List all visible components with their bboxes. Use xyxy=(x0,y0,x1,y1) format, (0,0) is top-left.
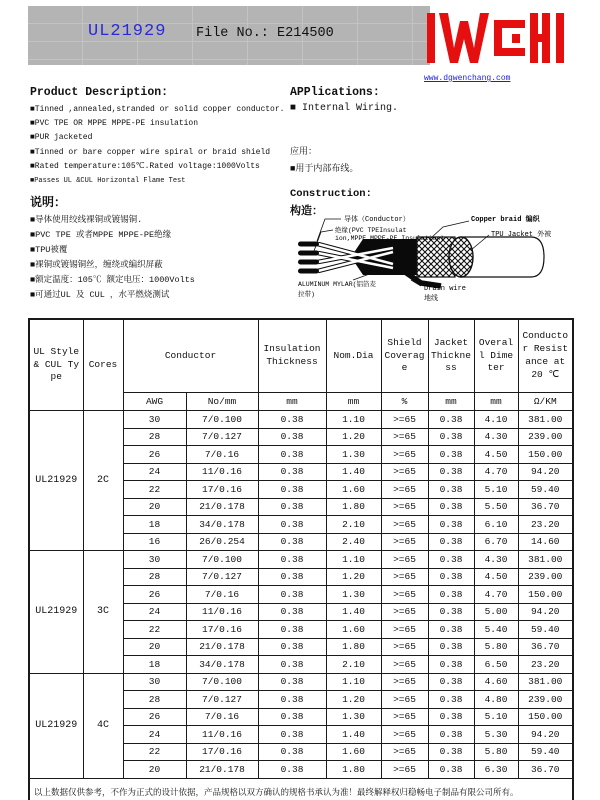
spec-cell: 0.38 xyxy=(428,411,474,429)
spec-cell: 381.00 xyxy=(518,673,573,691)
spec-cell: 5.10 xyxy=(474,481,518,499)
construction-title: Construction: xyxy=(290,188,372,200)
description-cn-list xyxy=(30,213,292,303)
spec-cell: 150.00 xyxy=(518,708,573,726)
spec-cell: 21/0.178 xyxy=(186,761,258,779)
col-header-ul-style: UL Style& CUL Type xyxy=(29,319,83,411)
spec-cell: 5.00 xyxy=(474,603,518,621)
spec-cell: 5.50 xyxy=(474,498,518,516)
spec-cell: 7/0.127 xyxy=(186,568,258,586)
spec-cell: 23.20 xyxy=(518,516,573,534)
spec-cell: 1.10 xyxy=(326,411,381,429)
spec-cell: 26 xyxy=(123,586,186,604)
spec-cell: 0.38 xyxy=(258,638,326,656)
spec-cell: 18 xyxy=(123,516,186,534)
spec-cell: 11/0.16 xyxy=(186,463,258,481)
spec-cell: 2.10 xyxy=(326,656,381,674)
list-item: ■PVC TPE 或者MPPE MPPE-PE绝缘 xyxy=(30,230,172,241)
spec-cell: 1.10 xyxy=(326,551,381,569)
construction-cn-title: 构造： xyxy=(290,206,323,218)
ul-style-cell: UL21929 xyxy=(29,551,83,674)
spec-cell: 4.10 xyxy=(474,411,518,429)
spec-cell: 1.20 xyxy=(326,568,381,586)
cores-cell: 4C xyxy=(83,673,123,778)
unit-header-mm: mm xyxy=(428,393,474,411)
spec-cell: 1.10 xyxy=(326,673,381,691)
spec-cell: 1.30 xyxy=(326,708,381,726)
spec-cell: 4.80 xyxy=(474,691,518,709)
spec-cell: >=65 xyxy=(381,533,428,551)
spec-cell: 34/0.178 xyxy=(186,656,258,674)
website-link[interactable]: www.dgwenchang.com xyxy=(424,74,511,83)
list-item: ■Tinned ,annealed,stranded or solid copper conductor. xyxy=(30,105,285,114)
unit-header-ohm-km: Ω/KM xyxy=(518,393,573,411)
spec-cell: 0.38 xyxy=(428,446,474,464)
spec-cell: 26/0.254 xyxy=(186,533,258,551)
unit-header-awg: AWG xyxy=(123,393,186,411)
applications-item: ■ Internal Wiring. xyxy=(290,103,399,114)
page-title: UL21929 xyxy=(88,22,167,41)
spec-cell: 5.80 xyxy=(474,638,518,656)
spec-cell: >=65 xyxy=(381,481,428,499)
spec-cell: 1.40 xyxy=(326,726,381,744)
list-item: ■PVC TPE OR MPPE MPPE-PE insulation xyxy=(30,119,199,129)
spec-cell: 0.38 xyxy=(258,656,326,674)
spec-cell: >=65 xyxy=(381,656,428,674)
list-item: ■额定温度：105℃ 额定电压：1000Volts xyxy=(30,275,195,286)
spec-cell: 0.38 xyxy=(258,568,326,586)
spec-cell: 0.38 xyxy=(258,463,326,481)
unit-header-mm: mm xyxy=(474,393,518,411)
unit-header-no-mm: No/mm xyxy=(186,393,258,411)
spec-cell: 0.38 xyxy=(258,691,326,709)
spec-cell: 0.38 xyxy=(258,621,326,639)
cores-cell: 3C xyxy=(83,551,123,674)
spec-cell: >=65 xyxy=(381,708,428,726)
spec-cell: 0.38 xyxy=(428,621,474,639)
spec-cell: 20 xyxy=(123,498,186,516)
col-header-nom-dia: Nom.Dia xyxy=(326,319,381,393)
header-bar xyxy=(28,6,430,65)
spec-table-body xyxy=(29,411,573,779)
spec-cell: 5.30 xyxy=(474,726,518,744)
spec-cell: 150.00 xyxy=(518,446,573,464)
spec-cell: 0.38 xyxy=(428,673,474,691)
spec-cell: 1.80 xyxy=(326,498,381,516)
col-header-jacket-thickness: Jacket Thickness xyxy=(428,319,474,393)
spec-cell: 0.38 xyxy=(428,516,474,534)
spec-cell: 18 xyxy=(123,656,186,674)
spec-cell: 239.00 xyxy=(518,568,573,586)
spec-cell: 0.38 xyxy=(428,691,474,709)
label-mylar-line2: 拉带) xyxy=(298,291,315,298)
spec-cell: 4.60 xyxy=(474,673,518,691)
spec-cell: 94.20 xyxy=(518,463,573,481)
spec-cell: 4.50 xyxy=(474,568,518,586)
spec-cell: 0.38 xyxy=(428,603,474,621)
spec-cell: >=65 xyxy=(381,463,428,481)
description-cn-title: 说明： xyxy=(30,196,67,211)
spec-cell: >=65 xyxy=(381,551,428,569)
label-tpu-jacket: TPU Jacket 外被 xyxy=(491,231,552,239)
spec-cell: >=65 xyxy=(381,411,428,429)
spec-cell: 0.38 xyxy=(258,411,326,429)
spec-cell: 16 xyxy=(123,533,186,551)
spec-cell: 0.38 xyxy=(258,743,326,761)
spec-cell: 7/0.100 xyxy=(186,411,258,429)
spec-cell: 21/0.178 xyxy=(186,498,258,516)
spec-cell: 0.38 xyxy=(428,463,474,481)
spec-cell: 0.38 xyxy=(258,498,326,516)
spec-cell: 381.00 xyxy=(518,551,573,569)
spec-cell: 2.40 xyxy=(326,533,381,551)
applications-section xyxy=(290,86,580,218)
list-item: ■TPU被覆 xyxy=(30,245,68,256)
spec-cell: 150.00 xyxy=(518,586,573,604)
list-item: ■Passes UL &CUL Horizontal Flame Test xyxy=(30,177,186,186)
spec-cell: 0.38 xyxy=(258,673,326,691)
applications-cn-title: 应用： xyxy=(290,147,318,157)
spec-cell: 23.20 xyxy=(518,656,573,674)
spec-cell: >=65 xyxy=(381,673,428,691)
spec-cell: 1.30 xyxy=(326,586,381,604)
spec-cell: 22 xyxy=(123,743,186,761)
spec-cell: 14.60 xyxy=(518,533,573,551)
spec-cell: 0.38 xyxy=(258,708,326,726)
spec-cell: 0.38 xyxy=(428,586,474,604)
spec-cell: 1.40 xyxy=(326,463,381,481)
spec-cell: 1.20 xyxy=(326,428,381,446)
table-row xyxy=(29,673,573,691)
spec-cell: 0.38 xyxy=(258,533,326,551)
list-item: ■PUR jacketed xyxy=(30,133,93,143)
spec-cell: 22 xyxy=(123,621,186,639)
spec-cell: 0.38 xyxy=(428,533,474,551)
col-header-conductor-resistance: Conductor Resistance at 20 ℃ xyxy=(518,319,573,393)
spec-cell: 0.38 xyxy=(258,726,326,744)
spec-cell: >=65 xyxy=(381,498,428,516)
spec-cell: 239.00 xyxy=(518,428,573,446)
spec-cell: 381.00 xyxy=(518,411,573,429)
spec-cell: 4.70 xyxy=(474,463,518,481)
spec-cell: 36.70 xyxy=(518,498,573,516)
spec-cell: 5.40 xyxy=(474,621,518,639)
spec-cell: 0.38 xyxy=(428,656,474,674)
spec-cell: 7/0.100 xyxy=(186,673,258,691)
spec-cell: 0.38 xyxy=(428,638,474,656)
unit-header-mm: mm xyxy=(326,393,381,411)
spec-cell: 0.38 xyxy=(258,586,326,604)
spec-cell: 30 xyxy=(123,551,186,569)
spec-cell: >=65 xyxy=(381,621,428,639)
spec-cell: >=65 xyxy=(381,516,428,534)
spec-cell: 4.30 xyxy=(474,551,518,569)
wch-logo-icon xyxy=(424,8,574,68)
spec-cell: 1.40 xyxy=(326,603,381,621)
spec-cell: >=65 xyxy=(381,638,428,656)
spec-cell: 4.50 xyxy=(474,446,518,464)
spec-cell: 0.38 xyxy=(258,761,326,779)
spec-cell: 59.40 xyxy=(518,481,573,499)
spec-cell: 1.60 xyxy=(326,621,381,639)
label-drain-line2: 地线 xyxy=(424,295,438,303)
spec-cell: 7/0.127 xyxy=(186,428,258,446)
col-header-insulation-thickness: Insulation Thickness xyxy=(258,319,326,393)
spec-cell: 0.38 xyxy=(428,761,474,779)
applications-title: APPlications: xyxy=(290,86,380,99)
spec-cell: 4.30 xyxy=(474,428,518,446)
spec-cell: 59.40 xyxy=(518,621,573,639)
cores-cell: 2C xyxy=(83,411,123,551)
spec-cell: 30 xyxy=(123,411,186,429)
spec-cell: 2.10 xyxy=(326,516,381,534)
spec-cell: 239.00 xyxy=(518,691,573,709)
spec-cell: >=65 xyxy=(381,603,428,621)
label-copper-braid: Copper braid 编织 xyxy=(471,216,540,224)
spec-cell: 28 xyxy=(123,568,186,586)
spec-table xyxy=(28,318,574,800)
spec-cell: 11/0.16 xyxy=(186,726,258,744)
company-logo xyxy=(424,8,576,82)
product-description-section xyxy=(30,86,292,303)
table-row xyxy=(29,411,573,429)
spec-cell: 0.38 xyxy=(428,726,474,744)
cable-construction-diagram xyxy=(293,210,580,308)
spec-cell: 17/0.16 xyxy=(186,621,258,639)
unit-header-mm: mm xyxy=(258,393,326,411)
spec-cell: 24 xyxy=(123,463,186,481)
spec-cell: 1.80 xyxy=(326,761,381,779)
spec-cell: 7/0.16 xyxy=(186,708,258,726)
spec-cell: 6.50 xyxy=(474,656,518,674)
spec-cell: 0.38 xyxy=(258,516,326,534)
spec-cell: 1.30 xyxy=(326,446,381,464)
spec-cell: 94.20 xyxy=(518,726,573,744)
label-insulation-line1: 绝缘(PVC TPEInsulat xyxy=(335,227,407,234)
spec-cell: 0.38 xyxy=(428,481,474,499)
spec-cell: 30 xyxy=(123,673,186,691)
spec-cell: 0.38 xyxy=(258,603,326,621)
label-insulation-line2: ion,MPPE MPPE-PE Insulation) xyxy=(335,235,445,242)
label-conductor: 导体（Conductor） xyxy=(344,216,410,224)
label-mylar-line1: ALUMINUM MYLAR(铝箔麦 xyxy=(298,281,377,288)
spec-cell: 20 xyxy=(123,761,186,779)
spec-cell: 0.38 xyxy=(428,498,474,516)
spec-cell: 0.38 xyxy=(428,708,474,726)
list-item: ■可通过UL 及 CUL ，水平燃烧测试 xyxy=(30,290,170,301)
spec-cell: >=65 xyxy=(381,586,428,604)
spec-cell: >=65 xyxy=(381,743,428,761)
spec-cell: 4.70 xyxy=(474,586,518,604)
col-header-conductor: Conductor xyxy=(123,319,258,393)
spec-cell: 0.38 xyxy=(258,446,326,464)
spec-cell: 17/0.16 xyxy=(186,481,258,499)
col-header-cores: Cores xyxy=(83,319,123,411)
spec-cell: 1.60 xyxy=(326,481,381,499)
spec-cell: 0.38 xyxy=(258,551,326,569)
spec-cell: 26 xyxy=(123,708,186,726)
spec-cell: >=65 xyxy=(381,726,428,744)
ul-style-cell: UL21929 xyxy=(29,673,83,778)
spec-cell: 17/0.16 xyxy=(186,743,258,761)
spec-cell: 1.60 xyxy=(326,743,381,761)
applications-cn-item: ■用于内部布线。 xyxy=(290,164,359,174)
list-item: ■Tinned or bare copper wire spiral or braid shield xyxy=(30,147,271,157)
cable-cross-section xyxy=(449,237,473,277)
file-number: File No.: E214500 xyxy=(196,26,334,41)
label-drain-line1: Drain wire xyxy=(424,285,467,293)
table-footer-note: 以上数据仅供参考，不作为正式的设计依据，产品规格以双方确认的规格书承认为准！最终解释权归稳畅电子制品有限公司所有。 xyxy=(29,778,573,800)
spec-cell: 7/0.16 xyxy=(186,586,258,604)
spec-cell: 0.38 xyxy=(258,481,326,499)
spec-cell: 6.10 xyxy=(474,516,518,534)
spec-cell: 36.70 xyxy=(518,761,573,779)
spec-cell: >=65 xyxy=(381,446,428,464)
spec-cell: >=65 xyxy=(381,428,428,446)
spec-cell: >=65 xyxy=(381,691,428,709)
spec-cell: 34/0.178 xyxy=(186,516,258,534)
list-item: ■导体使用绞线裸铜或镀锡铜. xyxy=(30,215,143,226)
spec-cell: 0.38 xyxy=(428,551,474,569)
spec-cell: 20 xyxy=(123,638,186,656)
spec-cell: 11/0.16 xyxy=(186,603,258,621)
spec-cell: >=65 xyxy=(381,568,428,586)
table-row xyxy=(29,551,573,569)
spec-cell: 5.80 xyxy=(474,743,518,761)
spec-cell: 1.80 xyxy=(326,638,381,656)
spec-cell: 0.38 xyxy=(428,428,474,446)
spec-cell: 7/0.16 xyxy=(186,446,258,464)
spec-cell: 22 xyxy=(123,481,186,499)
spec-cell: 28 xyxy=(123,428,186,446)
spec-cell: 94.20 xyxy=(518,603,573,621)
list-item: ■裸铜或镀锡铜丝，缠绕或编织屏蔽 xyxy=(30,260,163,271)
spec-cell: 1.20 xyxy=(326,691,381,709)
spec-cell: 36.70 xyxy=(518,638,573,656)
ul-style-cell: UL21929 xyxy=(29,411,83,551)
spec-cell: 0.38 xyxy=(428,743,474,761)
spec-cell: 5.10 xyxy=(474,708,518,726)
spec-cell: 6.70 xyxy=(474,533,518,551)
spec-cell: 0.38 xyxy=(258,428,326,446)
spec-cell: 7/0.100 xyxy=(186,551,258,569)
product-description-list xyxy=(30,103,292,188)
spec-cell: 7/0.127 xyxy=(186,691,258,709)
spec-cell: 0.38 xyxy=(428,568,474,586)
list-item: ■Rated temperature:105℃.Rated voltage:1000Volts xyxy=(30,161,260,171)
col-header-shield-coverage: Shield Coverage xyxy=(381,319,428,393)
col-header-overall-diameter: Overall Dimeter xyxy=(474,319,518,393)
spec-cell: 24 xyxy=(123,603,186,621)
spec-cell: 28 xyxy=(123,691,186,709)
spec-cell: 26 xyxy=(123,446,186,464)
table-footer-row xyxy=(29,778,573,800)
spec-cell: >=65 xyxy=(381,761,428,779)
product-description-title: Product Description: xyxy=(30,86,169,99)
unit-header-percent: % xyxy=(381,393,428,411)
spec-cell: 59.40 xyxy=(518,743,573,761)
spec-cell: 24 xyxy=(123,726,186,744)
spec-cell: 6.30 xyxy=(474,761,518,779)
spec-cell: 21/0.178 xyxy=(186,638,258,656)
